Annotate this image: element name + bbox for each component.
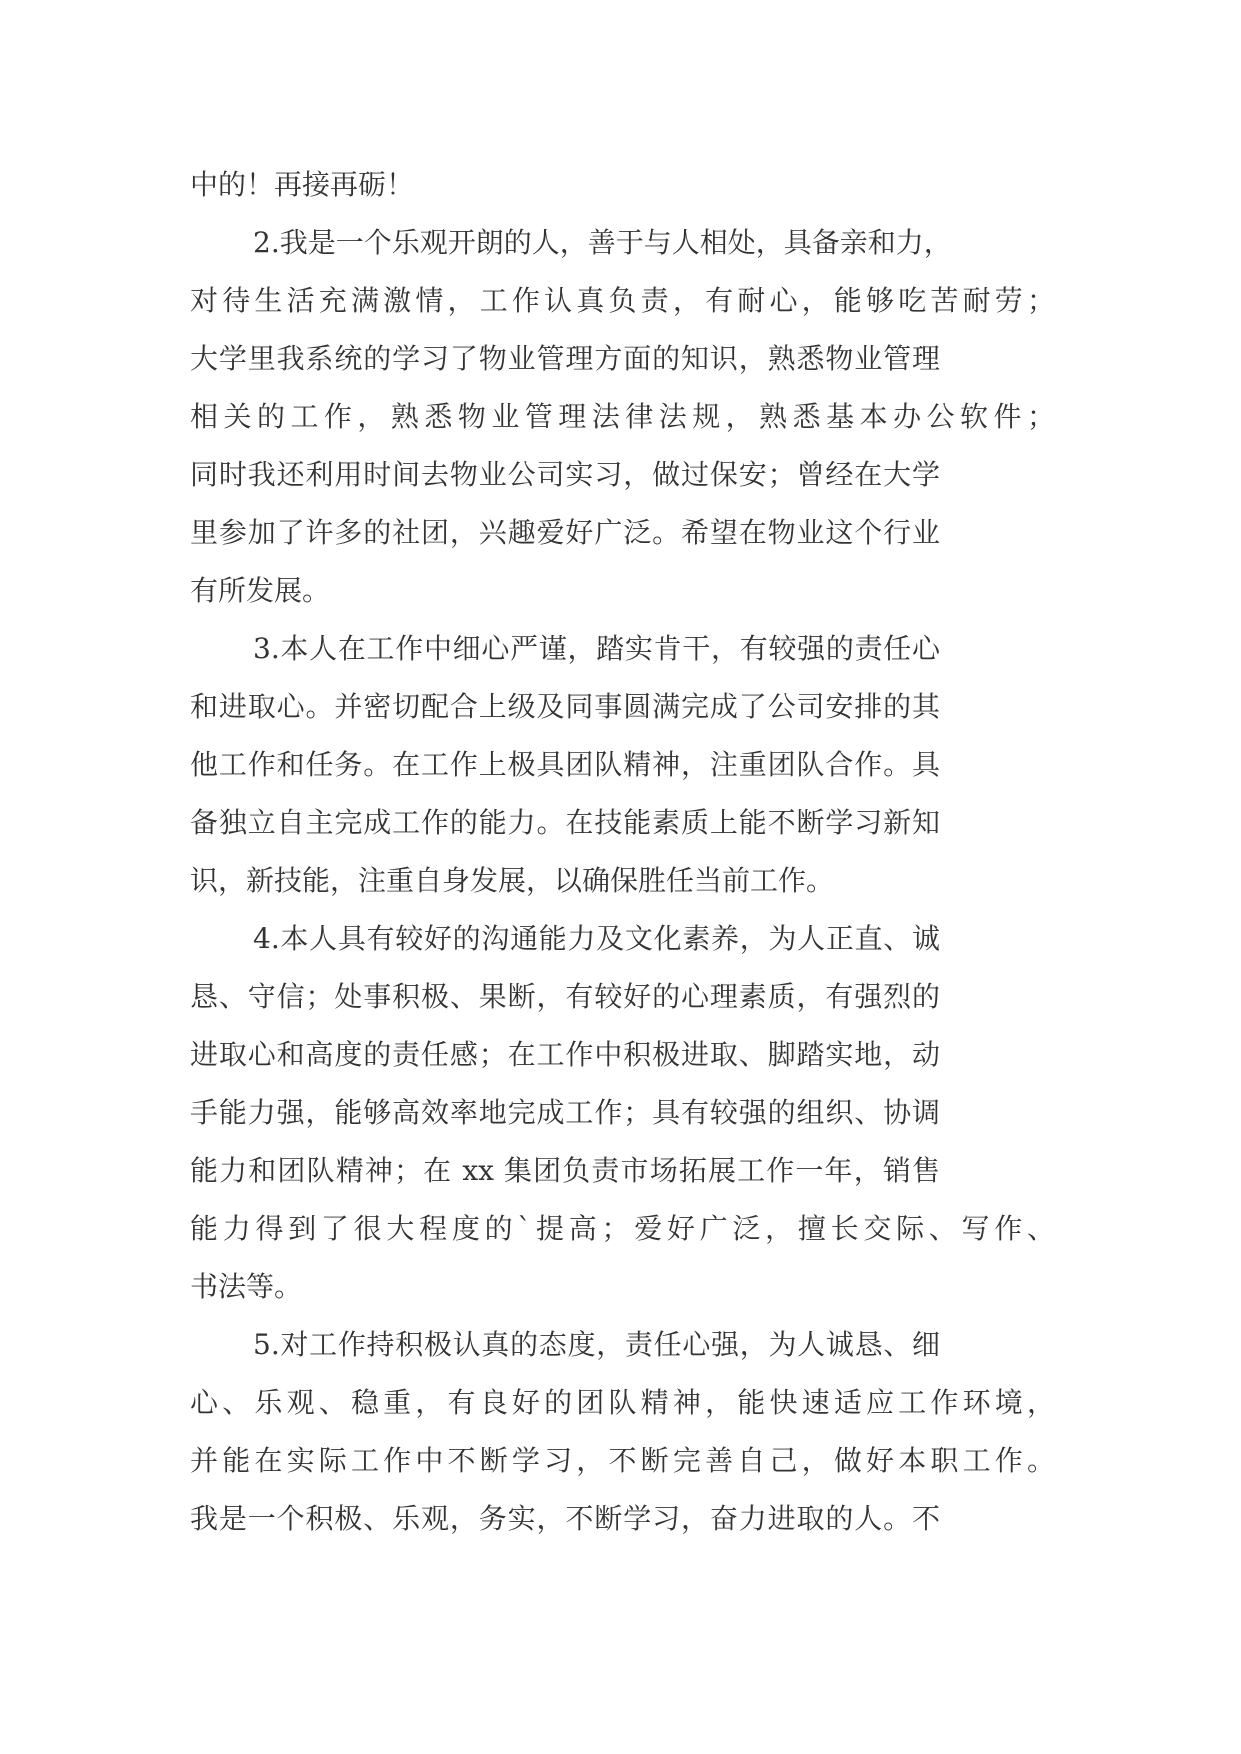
text-line: 能力得到了很大程度的`提高；爱好广泛，擅长交际、写作、 — [190, 1212, 1055, 1245]
text-line: 同时我还利用时间去物业公司实习，做过保安；曾经在大学 — [190, 458, 940, 491]
text-line: 里参加了许多的社团，兴趣爱好广泛。希望在物业这个行业 — [190, 516, 940, 549]
text-line: 相关的工作，熟悉物业管理法律法规，熟悉基本办公软件； — [190, 400, 1055, 433]
paragraph-continuation — [190, 156, 940, 214]
paragraph-4 — [190, 910, 1055, 1316]
text-line: 心、乐观、稳重，有良好的团队精神，能快速适应工作环境， — [190, 1386, 1055, 1419]
text-line: 2.我是一个乐观开朗的人，善于与人相处，具备亲和力， — [253, 226, 952, 259]
paragraph-3 — [190, 620, 940, 910]
text-line: 手能力强，能够高效率地完成工作；具有较强的组织、协调 — [190, 1096, 940, 1129]
text-line: 备独立自主完成工作的能力。在技能素质上能不断学习新知 — [190, 806, 940, 839]
text-line: 进取心和高度的责任感；在工作中积极进取、脚踏实地，动 — [190, 1038, 940, 1071]
body-text — [190, 156, 1055, 1548]
text-line: 我是一个积极、乐观，务实，不断学习，奋力进取的人。不 — [190, 1502, 940, 1535]
text-line: 大学里我系统的学习了物业管理方面的知识，熟悉物业管理 — [190, 342, 940, 375]
paragraph-2 — [190, 214, 1055, 620]
text-line: 恳、守信；处事积极、果断，有较好的心理素质，有强烈的 — [190, 980, 940, 1013]
text-line: 识，新技能，注重自身发展，以确保胜任当前工作。 — [190, 864, 835, 897]
text-line: 书法等。 — [190, 1270, 303, 1303]
text-line: 他工作和任务。在工作上极具团队精神，注重团队合作。具 — [190, 748, 940, 781]
text-line: 4.本人具有较好的沟通能力及文化素养，为人正直、诚 — [253, 922, 940, 955]
text-line: 能力和团队精神；在 xx 集团负责市场拓展工作一年，销售 — [190, 1154, 940, 1187]
text-line: 对待生活充满激情，工作认真负责，有耐心，能够吃苦耐劳； — [190, 284, 1055, 317]
text-line: 和进取心。并密切配合上级及同事圆满完成了公司安排的其 — [190, 690, 940, 723]
text-line: 5.对工作持积极认真的态度，责任心强，为人诚恳、细 — [253, 1328, 940, 1361]
text-line: 3.本人在工作中细心严谨，踏实肯干，有较强的责任心 — [253, 632, 940, 665]
text-line: 中的！再接再砺！ — [190, 168, 415, 201]
paragraph-5 — [190, 1316, 1055, 1548]
text-line: 并能在实际工作中不断学习，不断完善自己，做好本职工作。 — [190, 1444, 1055, 1477]
text-line: 有所发展。 — [190, 574, 331, 607]
